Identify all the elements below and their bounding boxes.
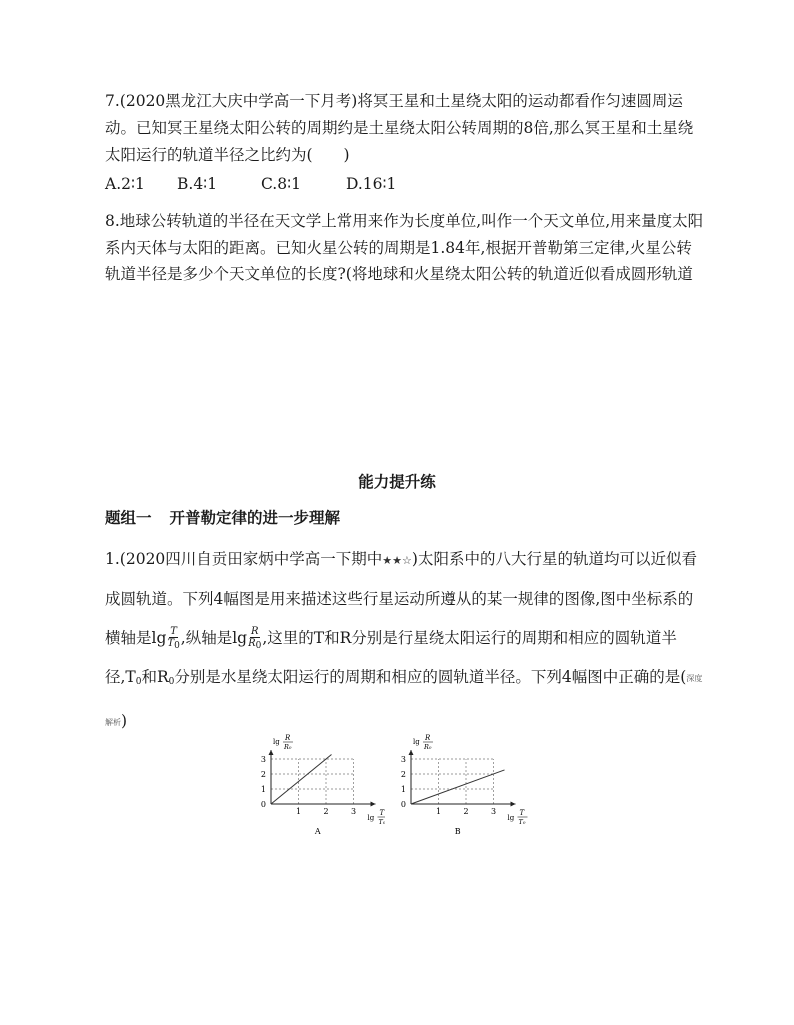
q7-text: 将冥王星和土星绕太阳的运动都看作匀速圆周运动。已知冥王星绕太阳公转的周期约是土星绕太阳公转周期的8倍,那么冥王星和土星绕太阳运行的轨道半径之比约为( ) xyxy=(105,92,694,164)
frac-y-denominator: R0 xyxy=(248,638,262,651)
x-tick-label: 1 xyxy=(295,807,302,816)
y-axis-label-numerator: R xyxy=(425,734,431,742)
y-tick-label: 1 xyxy=(260,785,266,794)
y-axis-label-denominator: R₀ xyxy=(424,743,432,751)
x-tick-label: 3 xyxy=(490,807,497,816)
x-tick-label: 1 xyxy=(435,807,442,816)
y-tick-label: 2 xyxy=(260,770,266,779)
q1-text-e: 分别是水星绕太阳运行的周期和相应的圆轨道半径。下列4幅图中正确的是( xyxy=(174,668,687,686)
question-1 xyxy=(105,540,705,742)
x-axis-label-numerator: T xyxy=(379,809,385,817)
subscript-0: 0 xyxy=(135,677,142,687)
option-d: D.16∶1 xyxy=(346,175,397,193)
x-axis-label-lg: lg xyxy=(367,814,375,822)
subscript-0: 0 xyxy=(168,677,175,687)
x-axis-arrow-icon xyxy=(371,802,376,807)
frac-y-numerator: R xyxy=(250,626,259,637)
origin-label: 0 xyxy=(400,800,406,809)
y-axis-label-denominator: R₀ xyxy=(284,743,292,751)
q1-text-a: 太阳系中的八大行星的轨道均可以近似看成圆轨道。下列4幅图是用来描述这些行星运动所遵从的某一规律的图像,图中坐标系的横轴是lg xyxy=(105,550,697,647)
group-name: 开普勒定律的进一步理解 xyxy=(169,508,341,527)
x-axis-arrow-icon xyxy=(511,802,516,807)
frac-x-numerator: T xyxy=(170,626,177,637)
x-axis-label-denominator: T₀ xyxy=(378,818,385,826)
y-axis-label-lg: lg xyxy=(413,738,420,746)
q1-text-f: ) xyxy=(121,712,128,730)
group-title xyxy=(105,506,340,528)
y-axis-arrow-icon xyxy=(269,750,274,755)
q7-number: 7. xyxy=(105,92,120,110)
y-tick-label: 3 xyxy=(260,755,266,764)
chart-b xyxy=(395,732,535,842)
x-tick-label: 3 xyxy=(350,807,357,816)
x-axis-label-denominator: T₀ xyxy=(518,818,526,826)
q1-text-d: 和R xyxy=(141,668,169,686)
q1-text-c: ,这里的T和R分别是行星绕太阳运行的周期和相应的圆轨道半径,T xyxy=(105,629,677,686)
x-axis-label-numerator: T xyxy=(519,809,525,817)
y-axis-label-numerator: R xyxy=(285,734,291,742)
chart-label: A xyxy=(314,827,321,836)
option-c: C.8∶1 xyxy=(261,175,301,193)
y-axis-label-lg: lg xyxy=(273,738,280,746)
x-axis-label-lg: lg xyxy=(507,814,515,822)
frac-x-denominator: T0 xyxy=(167,638,180,651)
deep-analysis-note: 深度解析 xyxy=(105,674,703,727)
x-tick-label: 2 xyxy=(463,807,469,816)
option-b: B.4∶1 xyxy=(177,175,218,193)
section-title: 能力提升练 xyxy=(358,472,436,491)
fraction-t-over-t0 xyxy=(167,626,179,652)
fraction-r-over-r0 xyxy=(248,626,261,652)
y-tick-label: 2 xyxy=(400,770,406,779)
series-line xyxy=(411,770,505,804)
q1-source: (2020四川自贡田家炳中学高一下期中 xyxy=(119,550,383,568)
q7-options xyxy=(105,175,396,193)
q1-text-b: ,纵轴是lg xyxy=(180,629,248,647)
question-8: 8.地球公转轨道的半径在天文学上常用来作为长度单位,叫作一个天文单位,用来量度太阳系内天体与太阳的距离。已知火星公转的周期是1.84年,根据开普勒第三定律,火星公转轨道半径是多少个天文单位的长度?(将地球和火星绕太阳公转的轨道近似看成圆形轨道 xyxy=(105,212,704,283)
chart-a xyxy=(255,732,385,842)
y-axis-arrow-icon xyxy=(409,750,414,755)
y-tick-label: 3 xyxy=(400,755,406,764)
chart-label: B xyxy=(454,827,461,836)
series-line xyxy=(271,755,332,805)
x-tick-label: 2 xyxy=(323,807,329,816)
group-label: 题组一 xyxy=(105,508,152,527)
origin-label: 0 xyxy=(260,800,266,809)
question-7 xyxy=(105,88,705,169)
q1-source-close: ) xyxy=(411,550,418,568)
q1-prefix: 1. xyxy=(105,550,120,568)
option-a: A.2∶1 xyxy=(105,175,145,193)
q7-source: (2020黑龙江大庆中学高一下月考) xyxy=(119,92,358,110)
y-tick-label: 1 xyxy=(400,785,406,794)
difficulty-stars-icon: ★★☆ xyxy=(382,554,412,567)
